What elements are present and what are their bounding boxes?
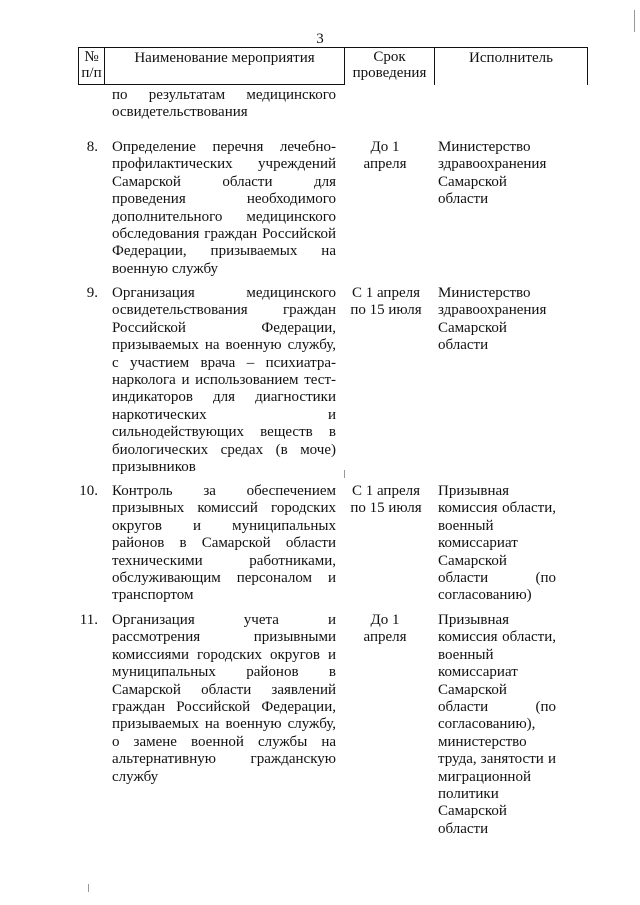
header-executor: Исполнитель xyxy=(469,50,553,66)
row-9-num: 9. xyxy=(86,285,98,301)
row-9-executor: Министерство здравоохранения Самарской области xyxy=(438,285,547,354)
row-10-term: С 1 апреля по 15 июля xyxy=(350,483,422,517)
page-number: 3 xyxy=(316,31,324,47)
header-term: Срок проведения xyxy=(352,49,427,81)
row-11-num: 11. xyxy=(79,612,98,628)
scan-artifact xyxy=(634,10,635,32)
row-9-name: Организация медицинского освидетельствования граждан Российской Федерации, призываемых на военную службу, с участием врача – психиатра-нарколога и использованием тест-индикаторов для диагностики наркотических и сильнодействующих веществ в биологических средах (в моче) призывников xyxy=(112,285,336,476)
row-11-name: Организация учета и рассмотрения призывными комиссиями городских округов и муниципальных районов в Самарской области заявлений граждан Российской Федерации, призываемых на военную службу, о замене военной службы на альтернативную гражданскую службу xyxy=(112,612,336,785)
continuation-text: по результатам медицинского освидетельствования xyxy=(112,87,336,121)
table-header xyxy=(78,47,588,84)
row-11-term: До 1 апреля xyxy=(363,612,407,646)
row-9-term: С 1 апреля по 15 июля xyxy=(350,285,422,319)
row-10-name: Контроль за обеспечением призывных комиссий городских округов и муниципальных районов в Самарской области техническими работниками, обслуживающим персоналом и транспортом xyxy=(112,483,336,604)
row-8-executor: Министерство здравоохранения Самарской области xyxy=(438,139,547,208)
header-num: № п/п xyxy=(81,49,102,81)
scan-artifact xyxy=(88,884,89,892)
row-10-executor: Призывная комиссия области, военный комиссариат Самарской области (по согласованию) xyxy=(438,483,556,604)
header-top-rule xyxy=(78,47,588,48)
row-8-name: Определение перечня лечебно-профилактических учреждений Самарской области для проведения необходимого дополнительного медицинского обследования граждан Российской Федерации, призываемых на военную службу xyxy=(112,139,336,277)
row-8-term: До 1 апреля xyxy=(363,139,407,173)
scan-artifact xyxy=(344,470,345,478)
row-8-num: 8. xyxy=(86,139,98,155)
header-border-right xyxy=(587,47,588,85)
header-bottom-rule xyxy=(78,84,344,85)
row-11-executor: Призывная комиссия области, военный комиссариат Самарской области (по согласованию), министерство труда, занятости и миграционной политики Самарской области xyxy=(438,612,556,837)
row-10-num: 10. xyxy=(79,483,98,499)
header-name: Наименование мероприятия xyxy=(134,50,315,66)
